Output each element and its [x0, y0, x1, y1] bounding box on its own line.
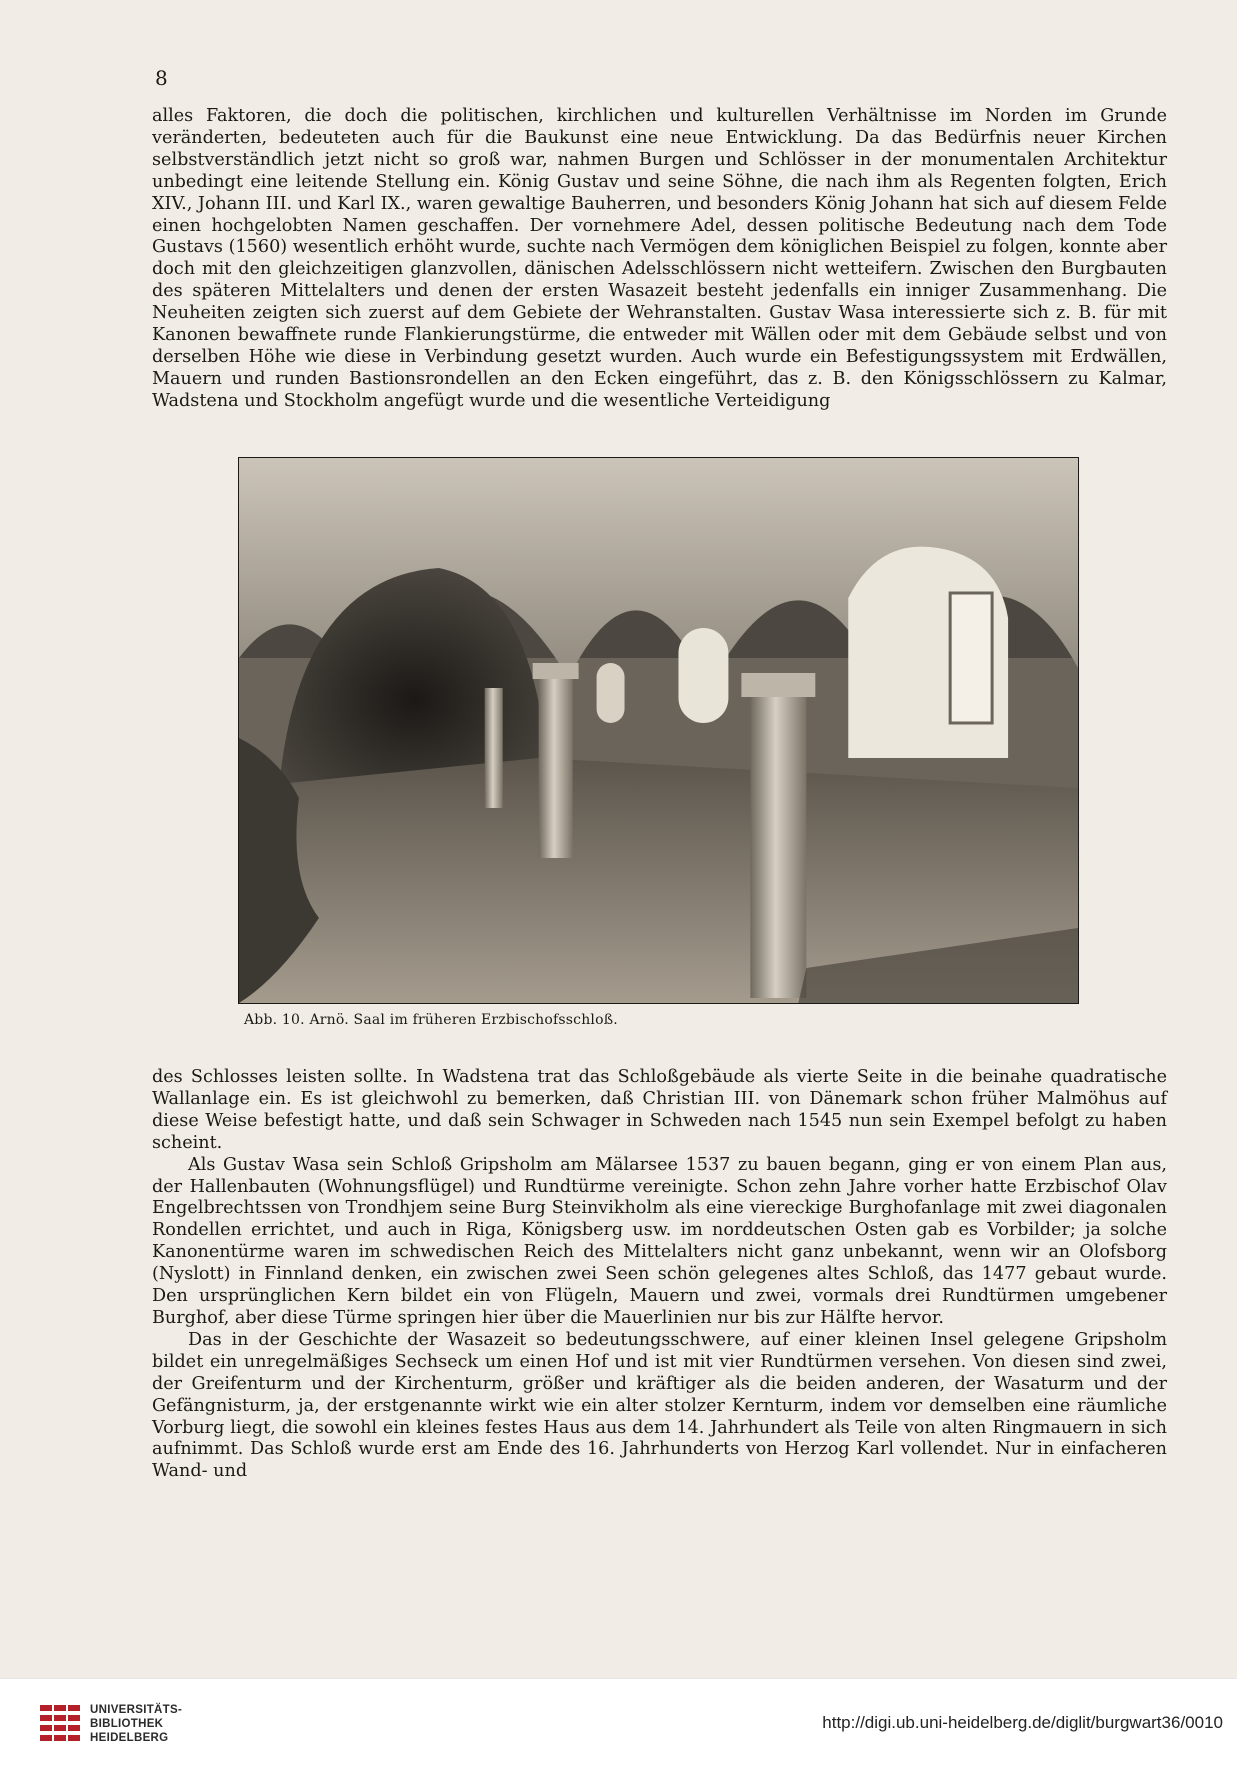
library-name-line: HEIDELBERG [90, 1732, 169, 1744]
body-text-bottom [152, 1067, 1167, 1483]
library-name [90, 1703, 182, 1745]
footer-bar [0, 1678, 1237, 1772]
library-name-line: BIBLIOTHEK [90, 1718, 164, 1730]
page-number: 8 [155, 66, 169, 90]
paragraph: Als Gustav Wasa sein Schloß Gripsholm am Mälarsee 1537 zu bauen begann, ging er von einem Plan aus, der Hallenbauten (Wohnungsflügel) und Rundtürme vereinigte. Schon zehn Jahre vorher hatte Erzbischof Olav Engelbrechtssen von Trondhjem seine Burg Steinvikholm als eine viereckige Burghofanlage mit zwei diagonalen Rondellen errichtet, und auch in Riga, Königsberg usw. im norddeutschen Osten gab es Vorbilder; ja solche Kanonentürme waren im schwedischen Reich des Mittelalters nicht ganz unbekannt, wenn wir an Olofsborg (Nyslott) in Finnland denken, ein zwischen zwei Seen schön gelegenes altes Schloß, das 1477 gebaut wurde. Den ursprünglichen Kern bildet ein von Flügeln, Mauern und zwei, vormals drei Rundtürmen umgebener Burghof, aber diese Türme springen hier über die Mauerlinien nur bis zur Hälfte hervor. [152, 1154, 1167, 1328]
paragraph: Das in der Geschichte der Wasazeit so bedeutungsschwere, auf einer kleinen Insel gelegene Gripsholm bildet ein unregelmäßiges Sechseck um einen Hof und ist mit vier Rundtürmen versehen. Von diesen sind zwei, der Greifenturm und der Kirchenturm, größer und kräftiger als die beiden anderen, der Wasaturm und der Gefängnisturm, ja, der erstgenannte wirkt wie ein alter stolzer Kernturm, indem vor demselben eine räumliche Vorburg liegt, die sowohl ein kleines festes Haus aus dem 14. Jahrhundert als Teile von alten Ringmauern in sich aufnimmt. Das Schloß wurde erst am Ende des 16. Jahrhunderts von Herzog Karl vollendet. Nur in einfacheren Wand- und [152, 1329, 1167, 1482]
vaulted-hall-image [239, 458, 1078, 1003]
figure-caption: Abb. 10. Arnö. Saal im früheren Erzbischofsschloß. [244, 1012, 618, 1028]
permalink[interactable]: http://digi.ub.uni-heidelberg.de/diglit/burgwart36/0010 [822, 1713, 1223, 1732]
body-text-top [152, 106, 1167, 413]
university-library-logo-icon [38, 1701, 82, 1751]
figure-photo-vaulted-hall [238, 457, 1079, 1004]
paragraph: alles Faktoren, die doch die politischen, kirchlichen und kulturellen Verhältnisse im Norden im Grunde veränderten, bedeuteten auch für die Baukunst eine neue Entwicklung. Da das Bedürfnis neuer Kirchen selbstverständlich jetzt nicht so groß war, nahmen Burgen und Schlösser in der monumentalen Architektur unbedingt eine leitende Stellung ein. König Gustav und seine Söhne, die nach ihm als Regenten folgten, Erich XIV., Johann III. und Karl IX., waren gewaltige Bauherren, und besonders König Johann hat sich auf diesem Felde einen hochgelobten Namen geschaffen. Der vornehmere Adel, dessen politische Bedeutung nach dem Tode Gustavs (1560) wesentlich erhöht wurde, suchte nach Vermögen dem königlichen Beispiel zu folgen, konnte aber doch mit den gleichzeitigen glanzvollen, dänischen Adelsschlössern nicht wetteifern. Zwischen den Burgbauten des späteren Mittelalters und denen der ersten Wasazeit besteht jedenfalls ein inniger Zusammenhang. Die Neuheiten zeigten sich zuerst auf dem Gebiete der Wehranstalten. Gustav Wasa interessierte sich z. B. für mit Kanonen bewaffnete runde Flankierungstürme, die entweder mit Wällen oder mit dem Gebäude selbst und von derselben Höhe wie diese in Verbindung gesetzt wurden. Auch wurde ein Befestigungssystem mit Erdwällen, Mauern und runden Bastionsrondellen an den Ecken eingeführt, das z. B. den Königsschlössern zu Kalmar, Wadstena und Stockholm angefügt wurde und die wesentliche Verteidigung [152, 106, 1167, 411]
library-name-line: UNIVERSITÄTS- [90, 1704, 183, 1716]
paragraph: des Schlosses leisten sollte. In Wadstena trat das Schloßgebäude als vierte Seite in die beinahe quadratische Wallanlage ein. Es ist gleichwohl zu bemerken, daß Christian III. von Dänemark schon früher Malmöhus auf diese Weise befestigt hatte, und daß sein Schwager in Schweden nach 1545 nun sein Exempel befolgt zu haben scheint. [152, 1067, 1167, 1153]
